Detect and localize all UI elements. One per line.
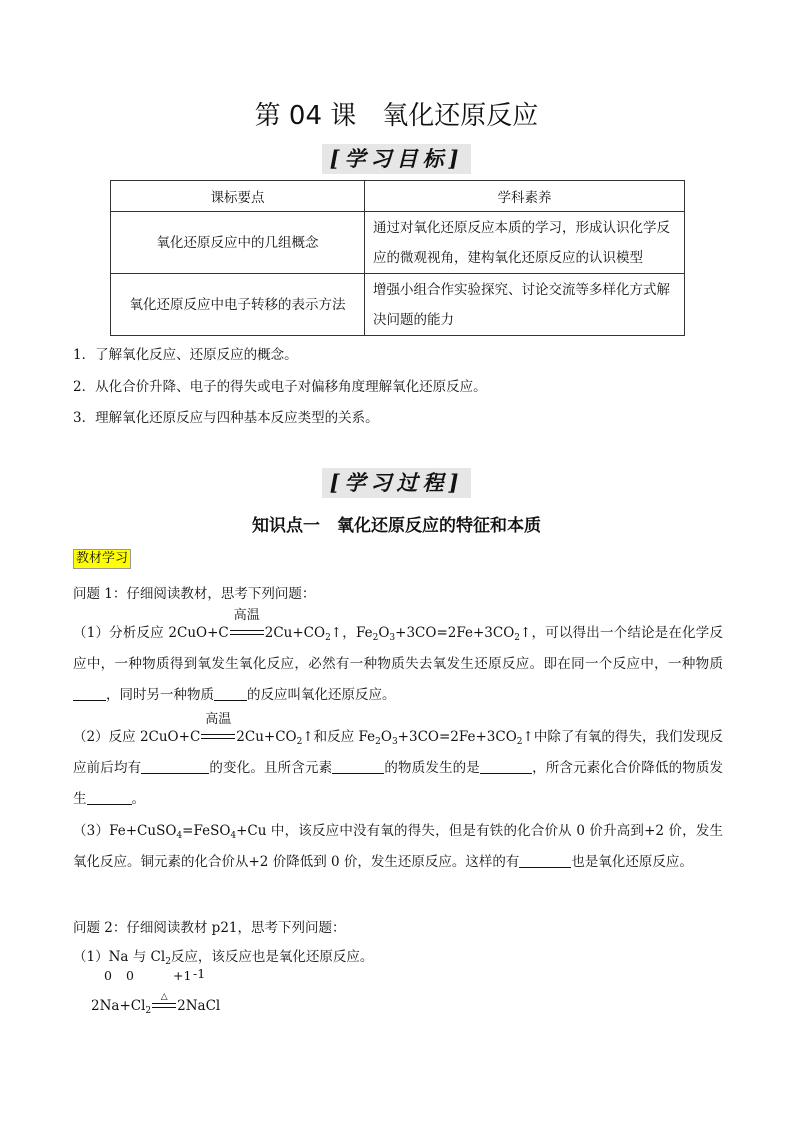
answer-blank[interactable] [214, 686, 247, 701]
answer-blank[interactable] [141, 759, 209, 774]
knowledge-point-title: 知识点一 氧化还原反应的特征和本质 [252, 516, 541, 536]
valence-na: 0 [104, 968, 112, 983]
high-temp-condition: 高温 [229, 624, 265, 638]
table-cell: 氧化还原反应中电子转移的表示方法 [111, 274, 365, 336]
answer-blank[interactable] [519, 853, 571, 868]
answer-blank[interactable] [480, 759, 532, 774]
goal-item: 2．从化合价升降、电子的得失或电子对偏移角度理解氧化还原反应。 [73, 379, 487, 395]
table-row [111, 212, 685, 274]
goal-item: 3．理解氧化还原反应与四种基本反应类型的关系。 [73, 410, 379, 426]
valence-cl: 0 [126, 968, 134, 983]
learning-process-banner: [学习过程] [0, 468, 793, 498]
table-header-cell: 学科素养 [365, 181, 685, 212]
learning-goals-banner: [学习目标] [0, 144, 793, 174]
table-cell: 通过对氧化还原反应本质的学习，形成认识化学反应的微观视角，建构氧化还原反应的认识模型 [365, 212, 685, 274]
goal-item: 1．了解氧化反应、还原反应的概念。 [73, 347, 298, 363]
sodium-chlorine-equation: $2Na+Cl_2$ △ 2NaCl [91, 992, 221, 1016]
paragraph-4: （1）Na 与 $Cl_2$反应，该反应也是氧化还原反应。 [73, 949, 374, 967]
table-cell: 增强小组合作实验探究、讨论交流等多样化方式解决问题的能力 [365, 274, 685, 336]
lesson-number: 第 04 课 [254, 101, 357, 131]
question-1-heading: 问题 1：仔细阅读教材，思考下列问题： [73, 586, 316, 602]
table-header-cell: 课标要点 [111, 181, 365, 212]
textbook-study-tag: 教材学习 [73, 549, 131, 569]
page-title [0, 98, 793, 134]
paragraph-3: （3）Fe+CuSO$_4$=FeSO$_4$+Cu 中，该反应中没有氧的得失，但是有铁的化合价从 0 价升高到+2 价，发生氧化反应。铜元素的化合价从+2 价降低到 0 价，发生还原反应。这样的有 也是氧化还原反应。 [73, 823, 724, 870]
table-header-row [111, 181, 685, 212]
lesson-name: 氧化还原反应 [382, 101, 539, 131]
valence-na-plus: +1 [173, 968, 192, 983]
table-row [111, 274, 685, 336]
paragraph-1: （1）分析反应 2CuO+C 高温 $2Cu+CO_2↑$，$Fe_2O_3+3CO=2Fe+3CO_2↑$，可以得出一个结论是在化学反应中，一种物质得到氧发生氧化反应，必然有一种物质失去氧发生还原反应。即在同一个反应中，一种物质，同时另一种物质 的反应叫氧化还原反应。 [73, 608, 723, 703]
question-2-heading: 问题 2：仔细阅读教材 p21，思考下列问题： [73, 920, 346, 936]
heat-condition: △ [151, 997, 177, 1011]
answer-blank[interactable] [87, 790, 132, 805]
table-cell: 氧化还原反应中的几组概念 [111, 212, 365, 274]
high-temp-condition: 高温 [200, 728, 236, 742]
answer-blank[interactable] [332, 759, 384, 774]
valence-cl-minus: -1 [193, 966, 206, 981]
answer-blank[interactable] [73, 686, 106, 701]
paragraph-2: （2）反应 2CuO+C 高温 $2Cu+CO_2↑$和反应 $Fe_2O_3+3CO=2Fe+3CO_2↑$中除了有氧的得失，我们发现反应前后均有 的变化。且所含元素 的物质发生的是 ，所含元素化合价降低的物质发生 。 [73, 712, 724, 807]
objectives-table [110, 180, 685, 336]
